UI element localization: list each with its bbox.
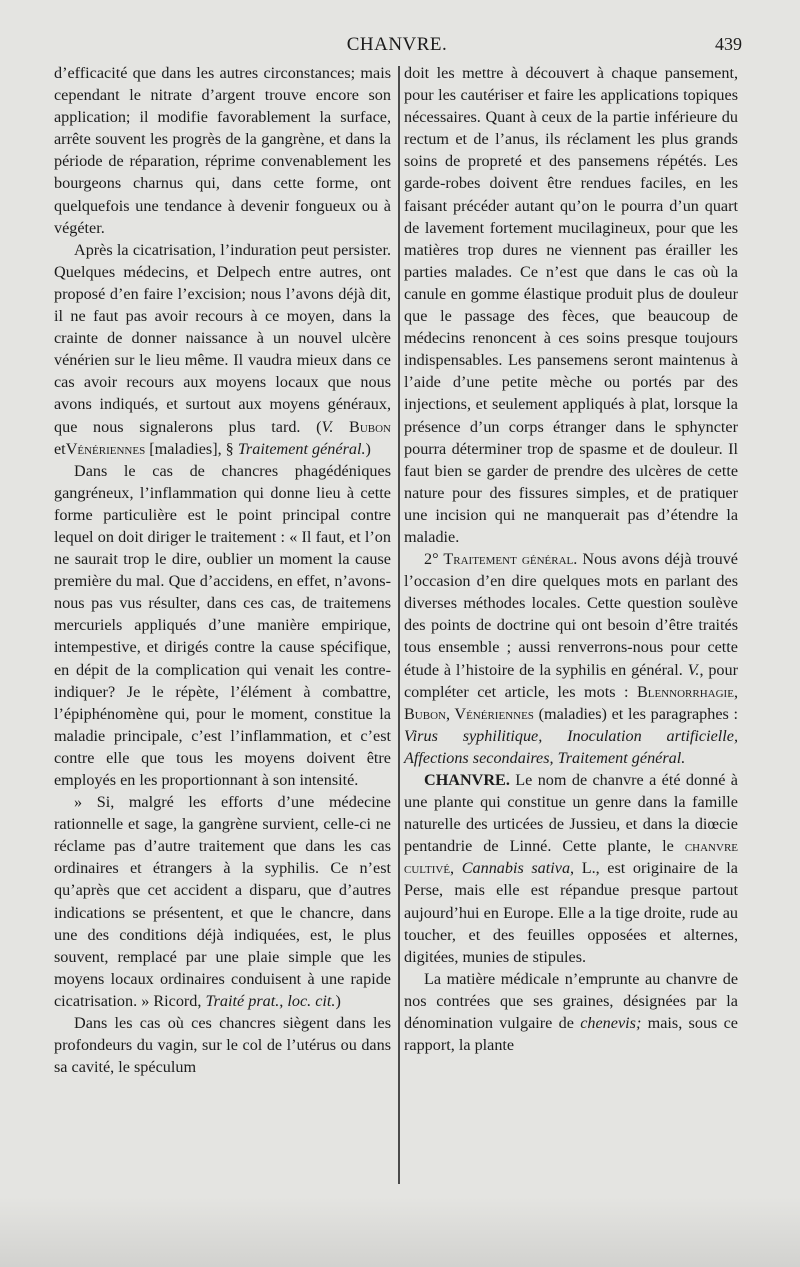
- paragraph: d’efficacité que dans les autres circonstances; mais cependant le nitrate d’argent trouve encore son application; il modifie favorablement la surface, arrête souvent les progrès de la gangrène, et dans la période de réparation, réprime convenablement les bourgeons charnus qui, dans cette forme, ont quelquefois une tendance à devenir fongueux ou à végéter.: [54, 64, 391, 237]
- paragraph: La matière médicale n’emprunte au chanvre de nos contrées que ses graines, désignées par la dénomination vulgaire de chenevis; mais, sous ce rapport, la plante: [404, 969, 738, 1055]
- page-number: 439: [715, 34, 742, 54]
- column-rule: [398, 66, 400, 1184]
- entry-paragraph: CHANVRE. Le nom de chanvre a été donné à une plante qui constitue un genre dans la famille naturelle des urticées de Jussieu, et dans la diœcie pentandrie de Linné. Cette plante, le chanvre cultivé, Cannabis sativa, L., est originaire de la Perse, mais elle est répandue presque partout aujourd’hui en Europe. Elle a la tige droite, rude au toucher, et des feuilles opposées et alternes, digitées, munies de stipules.: [404, 771, 738, 966]
- paragraph: Dans le cas de chancres phagédéniques gangréneux, l’inflammation qui donne lieu à cette forme particulière est le point principal contre lequel on doit diriger le traitement : « Il faut, et l’on ne saurait trop le dire, oublier un moment la cause première du mal. Que d’accidens, en effet, n’avons-nous pas vus résulter, dans ces cas, de traitemens mercuriels appliqués d’une manière empirique, intempestive, et dirigés contre la cause spécifique, en dépit de la complication qui venait les contre-indiquer? Je le répète, l’élément à combattre, l’épiphénomène qui, pour le moment, constitue la maladie principale, c’est l’inflammation, et c’est contre elle que tous les moyens doivent être employés en les proportionnant à son intensité.: [54, 461, 391, 789]
- paragraph: » Si, malgré les efforts d’une médecine rationnelle et sage, la gangrène survient, celle-ci ne réclame pas d’autre traitement que dans les cas ordinaires et étrangers à la syphilis. Ce n’est qu’après que cet accident a disparu, que d’autres indications se présentent, et que le chancre, dans une des conditions déjà indiquées, est, le plus souvent, remplacé par une plaie simple que les moyens locaux ordinaires conduisent à une rapide cicatrisation. » Ricord, Traité prat., loc. cit.): [54, 793, 391, 1010]
- running-header: [52, 34, 742, 60]
- paragraph: Après la cicatrisation, l’induration peut persister. Quelques médecins, et Delpech entre autres, ont proposé d’en faire l’excision; nous l’avons déjà dit, il ne faut pas avoir recours à ce moyen, dans la crainte de donner naissance à un nouvel ulcère vénérien sur le lieu même. Il vaudra mieux dans ce cas avoir recours aux moyens locaux que nous avons indiqués, et surtout aux moyens généraux, que nous signalerons plus tard. (V. Bubon etVénériennes [maladies], § Traitement général.): [54, 240, 391, 458]
- running-title: CHANVRE.: [346, 34, 448, 55]
- right-column: [404, 62, 738, 1056]
- page-bottom-margin: [0, 1197, 800, 1267]
- left-column: [54, 62, 391, 1078]
- paragraph: doit les mettre à découvert à chaque pansement, pour les cautériser et faire les applications topiques nécessaires. Quant à ceux de la partie inférieure du rectum et de l’anus, ils réclament les plus grands soins de propreté et des pansemens répétés. Les garde-robes doivent être rendues faciles, en les faisant précéder autant qu’on le pourra d’un quart de lavement fortement mucilagineux, pour que les matières trop dures ne viennent pas érailler les parties malades. Ce n’est que dans le cas où la canule en gomme élastique produit plus de douleur que le passage des fèces, que beaucoup de médecins renoncent à ces soins presque toujours indispensables. Les pansemens seront maintenus à l’aide d’une petite mèche ou portés par des injections, et seulement appliqués à plat, lorsque la présence d’un corps étranger dans le sphyncter pourra déterminer trop de spasme et de douleur. Il faut bien se garder de prendre des ulcères de cette nature pour des fissures simples, et de pratiquer une incision qui ne manquerait pas d’étendre la maladie.: [404, 64, 738, 546]
- entry-headword: CHANVRE.: [424, 771, 510, 789]
- paragraph: Dans les cas où ces chancres siègent dans les profondeurs du vagin, sur le col de l’utérus ou dans sa cavité, le spéculum: [54, 1014, 391, 1077]
- paragraph: 2° Traitement général. Nous avons déjà trouvé l’occasion d’en dire quelques mots en parlant des diverses méthodes locales. Cette question soulève des points de doctrine qui ont besoin d’être traités tous ensemble ; aussi renverrons-nous pour cette étude à l’histoire de la syphilis en général. V., pour compléter cet article, les mots : Blennorrhagie, Bubon, Vénériennes (maladies) et les paragraphes : Virus syphilitique, Inoculation artificielle, Affections secondaires, Traitement général.: [404, 550, 738, 767]
